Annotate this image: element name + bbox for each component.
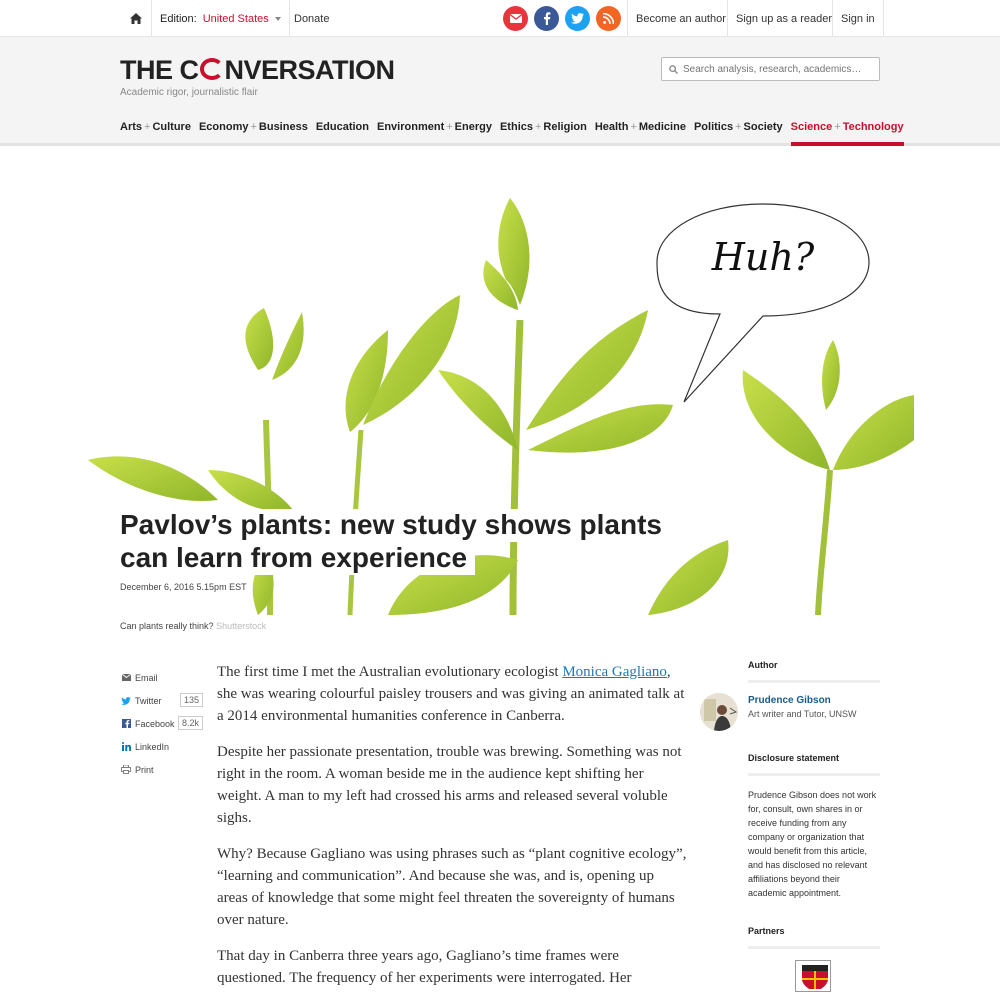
article-sidebar: [748, 660, 880, 991]
nav-label: Culture: [152, 121, 191, 133]
paragraph: That day in Canberra three years ago, Gagliano’s time frames were questioned. The frequency of her experiments were interrogated. Her: [217, 948, 632, 986]
site-header: [0, 37, 1000, 146]
partner-logo-unsw[interactable]: [796, 961, 830, 991]
paragraph-text: The first time I met the Australian evolutionary ecologist: [217, 664, 563, 680]
printer-icon: [120, 765, 132, 774]
rss-icon: [603, 13, 614, 24]
top-bar: [0, 0, 1000, 37]
share-linkedin-label: LinkedIn: [135, 741, 170, 752]
tagline: Academic rigor, journalistic flair: [120, 87, 258, 98]
facebook-icon: [120, 719, 132, 728]
article-title-text: Pavlov’s plants: new study shows plants can learn from experience: [120, 509, 670, 575]
search-input[interactable]: [683, 64, 863, 75]
linkedin-icon: [120, 742, 132, 751]
paragraph: [217, 661, 687, 727]
sign-in-link[interactable]: Sign in: [832, 0, 884, 37]
facebook-count: 8.2k: [178, 716, 203, 730]
author-heading: Author: [748, 660, 880, 683]
plus-sign: +: [446, 121, 453, 133]
plus-sign: +: [735, 121, 742, 133]
logo-o-icon: [200, 58, 224, 80]
share-panel: [120, 666, 205, 781]
nav-label: Society: [743, 121, 783, 133]
nav-label: Science: [790, 121, 833, 133]
share-print[interactable]: [120, 758, 205, 781]
nav-label: Economy: [198, 121, 249, 133]
share-facebook-label: Facebook: [135, 718, 175, 729]
nav-item-environment-energy[interactable]: [377, 121, 492, 146]
avatar[interactable]: [700, 693, 738, 731]
nav-label: Energy: [454, 121, 492, 133]
share-twitter-label: Twitter: [135, 695, 162, 706]
share-email[interactable]: [120, 666, 205, 689]
logo-text-left: THE C: [120, 54, 199, 85]
share-email-label: Email: [135, 672, 158, 683]
plus-sign: +: [144, 121, 151, 133]
paragraph-text: , she was wearing colourful paisley trousers and was giving an animated talk at a 2014 environmental humanities conference in Canberra.: [217, 664, 685, 724]
chevron-down-icon: [275, 17, 281, 21]
author-name[interactable]: Prudence Gibson: [748, 695, 831, 706]
article-body: [217, 661, 687, 1000]
share-print-label: Print: [135, 764, 154, 775]
nav-item-science-technology[interactable]: [791, 121, 904, 146]
plus-sign: +: [834, 121, 841, 133]
envelope-icon: [510, 14, 522, 23]
twitter-social-button[interactable]: [565, 6, 590, 31]
nav-item-arts-culture[interactable]: [120, 121, 191, 146]
caption-text: Can plants really think?: [120, 621, 214, 631]
edition-value[interactable]: United States: [202, 12, 269, 25]
caption-credit[interactable]: Shutterstock: [216, 621, 267, 631]
search-box[interactable]: [661, 57, 880, 81]
nav-item-education[interactable]: [316, 121, 369, 146]
nav-label: Politics: [693, 121, 734, 133]
nav-item-politics-society[interactable]: [694, 121, 783, 146]
nav-label: Environment: [377, 121, 445, 133]
paragraph: Despite her passionate presentation, trouble was brewing. Something was not right in the room. A woman beside me in the audience kept shifting her weight. A man to my left had crossed his arms and released several voluble sighs.: [217, 744, 682, 826]
disclosure-text: Prudence Gibson does not work for, consult, own shares in or receive funding from any company or organization that would benefit from this article, and has disclosed no relevant affiliations beyond their academic appointment.: [748, 790, 877, 898]
home-button[interactable]: [120, 0, 152, 37]
share-linkedin[interactable]: [120, 735, 205, 758]
image-caption: [120, 621, 266, 631]
article-title: [120, 508, 700, 574]
plus-sign: +: [630, 121, 637, 133]
partners-heading: Partners: [748, 926, 880, 949]
logo-text-right: NVERSATION: [224, 54, 395, 85]
nav-label: Medicine: [638, 121, 686, 133]
envelope-icon: [120, 674, 132, 681]
share-twitter[interactable]: [120, 689, 205, 712]
search-icon: [669, 65, 678, 74]
bubble-text: Huh?: [711, 235, 815, 279]
sign-up-link[interactable]: Sign up as a reader: [727, 0, 840, 37]
donate-link[interactable]: Donate: [294, 12, 330, 25]
twitter-icon: [120, 697, 132, 705]
article-date: December 6, 2016 5.15pm EST: [120, 582, 251, 592]
facebook-icon: [543, 12, 551, 25]
rss-social-button[interactable]: [596, 6, 621, 31]
edition-label: Edition:: [160, 12, 197, 25]
plus-sign: +: [534, 121, 542, 133]
author-card[interactable]: [748, 695, 880, 739]
twitter-count: 135: [180, 693, 203, 707]
email-social-button[interactable]: [503, 6, 528, 31]
nav-item-health-medicine[interactable]: [595, 121, 686, 146]
author-role: Art writer and Tutor, UNSW: [748, 709, 857, 719]
nav-label: Technology: [842, 121, 904, 133]
nav-label: Health: [594, 121, 629, 133]
edition-selector[interactable]: [152, 0, 290, 37]
nav-label: Religion: [543, 121, 587, 133]
nav-item-ethics-religion[interactable]: [500, 121, 587, 146]
share-facebook[interactable]: [120, 712, 205, 735]
nav-item-economy-business[interactable]: [199, 121, 308, 146]
nav-label: Ethics: [499, 121, 533, 133]
paragraph: Why? Because Gagliano was using phrases such as “plant cognitive ecology”, “learning and communication”. And because she was, and is, opening up areas of knowledge that some might feel threaten the sovereignty of humans over nature.: [217, 846, 687, 928]
become-author-link[interactable]: Become an author: [627, 0, 734, 37]
site-logo[interactable]: [120, 54, 395, 86]
plus-sign: +: [250, 121, 257, 133]
home-icon: [130, 13, 142, 24]
disclosure-heading: Disclosure statement: [748, 753, 880, 776]
nav-label: Business: [258, 121, 308, 133]
author-link-gagliano[interactable]: Monica Gagliano: [562, 664, 667, 680]
nav-label: Education: [315, 121, 369, 133]
nav-label: Arts: [120, 121, 143, 133]
twitter-icon: [571, 13, 584, 24]
section-nav: [120, 121, 912, 146]
facebook-social-button[interactable]: [534, 6, 559, 31]
